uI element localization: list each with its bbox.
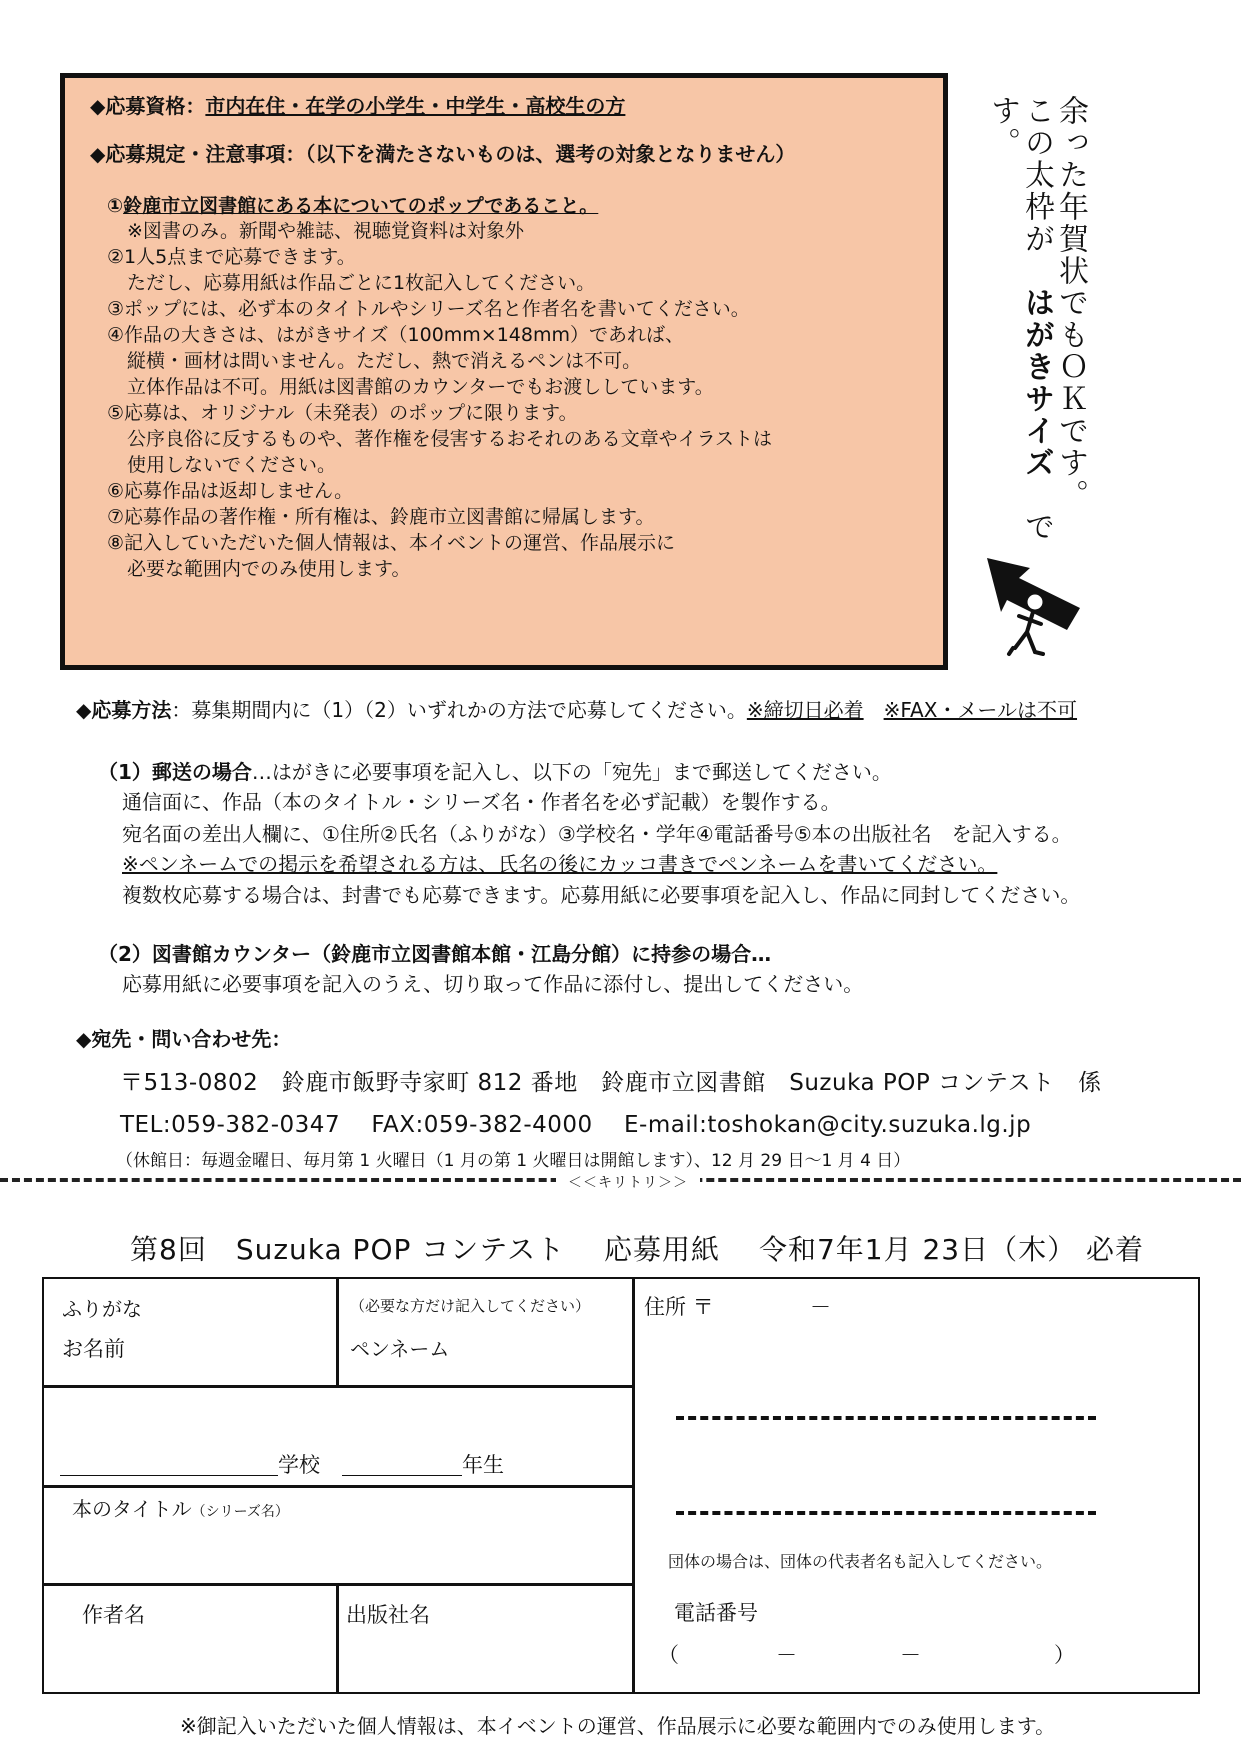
footnote: ※御記入いただいた個人情報は、本イベントの運営、作品展示に必要な範囲内でのみ使用します。: [180, 1714, 1056, 1738]
phone-close: ）: [1054, 1643, 1075, 1667]
rule-item: 立体作品は不可。用紙は図書館のカウンターでもお渡ししています。: [127, 376, 714, 398]
mail-line: ※ペンネームでの掲示を希望される方は、氏名の後にカッコ書きでペンネームを書いてください。: [122, 852, 998, 876]
rule-item: ⑧記入していただいた個人情報は、本イベントの運営、作品展示に: [107, 532, 676, 554]
phone-dash-1: －: [776, 1643, 797, 1667]
mail-heading: （1）郵送の場合…はがきに必要事項を記入し、以下の「宛先」まで郵送してください。: [98, 760, 892, 784]
contact-address: 〒513-0802 鈴鹿市飯野寺家町 812 番地 鈴鹿市立図書館 Suzuka POP コンテスト 係: [120, 1070, 1102, 1096]
contact-heading: ◆宛先・問い合わせ先：: [76, 1027, 292, 1051]
form-divider-row1: [44, 1385, 634, 1388]
rule-item: 使用しないでください。: [127, 454, 337, 476]
optional-note: （必要な方だけ記入してください）: [350, 1297, 591, 1315]
address-label: 住所 〒: [644, 1295, 714, 1319]
counter-line: 応募用紙に必要事項を記入のうえ、切り取って作品に添付し、提出してください。: [122, 972, 864, 996]
author-label: 作者名: [82, 1603, 145, 1627]
arrow-figure-icon: [975, 550, 1090, 665]
eligibility-value: 市内在住・在学の小学生・中学生・高校生の方: [205, 94, 626, 118]
rule-item: ①鈴鹿市立図書館にある本についてのポップであること。: [107, 195, 599, 217]
method-line: ◆応募方法：募集期間内に（1）（2）いずれかの方法で応募してください。※締切日必着 ※FAX・メールは不可: [76, 698, 1078, 722]
group-note: 団体の場合は、団体の代表者名も記入してください。: [668, 1552, 1053, 1571]
form-divider-name: [336, 1279, 339, 1386]
rule-item: ②1人5点まで応募できます。: [107, 246, 356, 268]
address-line-1[interactable]: [676, 1416, 1096, 1420]
cut-label: ＜＜キリトリ＞＞: [556, 1172, 700, 1192]
eligibility-label: ◆応募資格：: [90, 94, 206, 118]
rule-item: 公序良俗に反するものや、著作権を侵害するおそれのある文章やイラストは: [127, 428, 773, 450]
rule-item: 必要な範囲内でのみ使用します。: [127, 558, 411, 580]
regulations-heading: ◆応募規定・注意事項：（以下を満たさないものは、選考の対象となりません）: [90, 142, 796, 166]
rule-item: ただし、応募用紙は作品ごとに1枚記入してください。: [127, 272, 596, 294]
form-divider-author: [336, 1583, 339, 1692]
entry-form: [42, 1277, 1200, 1694]
rules-box: [60, 73, 948, 670]
rule-item: ③ポップには、必ず本のタイトルやシリーズ名と作者名を書いてください。: [107, 298, 750, 320]
phone-dash-2: －: [900, 1643, 921, 1667]
book-title-label: 本のタイトル（シリーズ名）: [72, 1497, 289, 1521]
side-note-line1: 余った年賀状でもＯＫです。: [1053, 95, 1088, 511]
side-note: 余った年賀状でもＯＫです。 この太枠が はがきサイズ です。: [985, 95, 1088, 543]
form-divider-row2: [44, 1485, 634, 1488]
school-blank[interactable]: [60, 1475, 278, 1476]
rule-item: 縦横・画材は問いません。ただし、熱で消えるペンは不可。: [127, 350, 642, 372]
counter-heading: （2）図書館カウンター（鈴鹿市立図書館本館・江島分館）に持参の場合…: [98, 942, 772, 966]
rule-item: ⑥応募作品は返却しません。: [107, 480, 354, 502]
contact-phone: TEL:059-382-0347 FAX:059-382-4000 E-mail:toshokan@city.suzuka.lg.jp: [120, 1112, 1032, 1138]
penname-label: ペンネーム: [350, 1337, 450, 1361]
phone-open: （: [658, 1643, 679, 1667]
postal-dash: －: [810, 1295, 831, 1319]
phone-label: 電話番号: [674, 1601, 758, 1625]
mail-line: 複数枚応募する場合は、封書でも応募できます。応募用紙に必要事項を記入し、作品に同封してください。: [122, 883, 1081, 907]
publisher-label: 出版社名: [346, 1603, 430, 1627]
form-divider-row3: [44, 1583, 634, 1586]
eligibility: [90, 95, 625, 117]
form-title: 第8回 Suzuka POP コンテスト 応募用紙 令和7年1月 23日（木） 必着: [130, 1233, 1145, 1266]
grade-blank[interactable]: [342, 1475, 462, 1476]
mail-line: 通信面に、作品（本のタイトル・シリーズ名・作者名を必ず記載）を製作する。: [122, 790, 841, 814]
furigana-label: ふりがな: [62, 1297, 142, 1321]
grade-label: 年生: [462, 1453, 504, 1477]
closed-days: （休館日：毎週金曜日、毎月第 1 火曜日（1 月の第 1 火曜日は開館します）、12 月 29 日～1 月 4 日）: [116, 1151, 911, 1171]
address-line-2[interactable]: [676, 1511, 1096, 1515]
rule-item: ※図書のみ。新聞や雑誌、視聴覚資料は対象外: [127, 220, 525, 242]
rule-item: ⑦応募作品の著作権・所有権は、鈴鹿市立図書館に帰属します。: [107, 506, 655, 528]
name-label: お名前: [62, 1337, 125, 1361]
rule-item: ④作品の大きさは、はがきサイズ（100mm×148mm）であれば、: [107, 324, 684, 346]
mail-line: 宛名面の差出人欄に、①住所②氏名（ふりがな）③学校名・学年④電話番号⑤本の出版社名 を記入する。: [122, 822, 1072, 846]
school-label: 学校: [278, 1453, 320, 1477]
rule-item: ⑤応募は、オリジナル（未発表）のポップに限ります。: [107, 402, 578, 424]
